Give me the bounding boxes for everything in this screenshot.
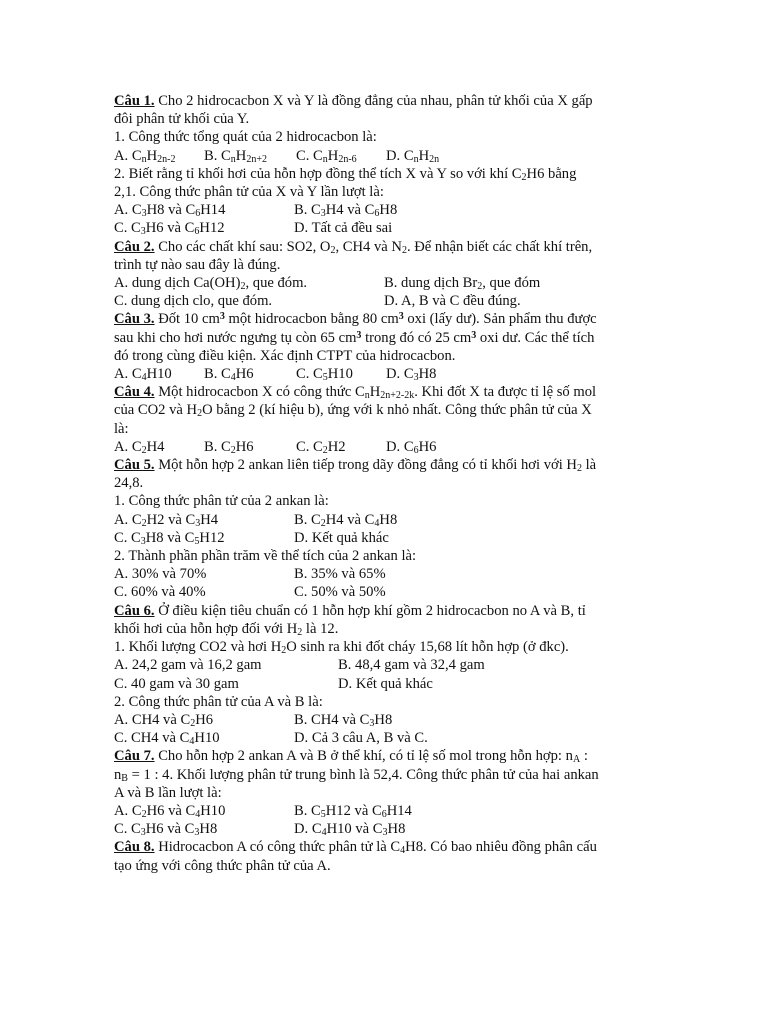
- q3-option-d: D. $C_3H8$: [386, 366, 437, 384]
- q2-option-b: B. dung dịch $Br_2$, que đóm: [384, 275, 541, 293]
- q4-text-b: của CO2 và $H_2O$ bằng 2 (kí hiệu b), ứng với k nhỏ nhất. Công thức phân tử của X: [114, 402, 592, 420]
- q8-text-a: Hidrocacbon A có công thức phân tử là $C_4H8$. Có bao nhiêu đồng phân cấu: [158, 839, 597, 857]
- q1-p2-option-d: D. Tất cả đều sai: [294, 220, 393, 237]
- q1-p2-option-a: A. $C_3H8$ và $C_6H14$: [114, 202, 226, 220]
- q2-option-c: C. dung dịch clo, que đóm.: [114, 293, 273, 310]
- q4-option-b: B. $C_2H6$: [204, 438, 254, 456]
- q5-text-a: Một hỗn hợp 2 ankan liên tiếp trong dãy đồng đẳng có tỉ khối hơi với $H_2$ là: [158, 457, 597, 475]
- q5-p1-option-c: C. $C_3H8$ và $C_5H12$: [114, 529, 225, 547]
- q2-option-d: D. A, B và C đều đúng.: [384, 293, 521, 310]
- q4-options: [114, 438, 659, 456]
- q5-p2-option-c: C. 60% và 40%: [114, 584, 206, 601]
- q5-p1-option-b: B. $C_2H4$ và $C_4H8$: [294, 511, 398, 529]
- q5-heading: Câu 5.: [114, 457, 155, 474]
- q5-p1-option-a: A. $C_2H2$ và $C_3H4$: [114, 511, 219, 529]
- q1-part1-prompt: 1. Công thức tổng quát của 2 hidrocacbon là:: [114, 129, 377, 146]
- q4-text-c: là:: [114, 420, 129, 437]
- q5-p2-option-a: A. 30% và 70%: [114, 566, 207, 583]
- q4-heading: Câu 4.: [114, 384, 155, 401]
- q5-p1-option-d: D. Kết quả khác: [294, 529, 389, 546]
- q7-line-1: [114, 747, 659, 765]
- q7-options-row2: [114, 820, 659, 838]
- q6-p2-option-c: C. CH4 và $C_4H10$: [114, 730, 220, 748]
- q6-p1-options-row2: [114, 675, 659, 693]
- q8-text-b: tạo ứng với công thức phân tử của A.: [114, 857, 331, 874]
- q4-option-a: A. $C_2H4$: [114, 438, 165, 456]
- q2-option-a: A. dung dịch $Ca(OH)_2$, que đóm.: [114, 275, 308, 293]
- q2-options-row2: [114, 292, 659, 310]
- q3-line-1: [114, 310, 659, 328]
- q7-option-d: D. $C_4H10$ và $C_3H8$: [294, 821, 406, 839]
- q6-p2-options-row1: [114, 711, 659, 729]
- q2-text-a: Cho các chất khí sau: SO2, $O_2$, CH4 và $N_2$. Để nhận biết các chất khí trên,: [158, 238, 593, 256]
- q1-part1-options: [114, 147, 659, 165]
- q1-p2-options-row1: [114, 201, 659, 219]
- q5-text-b: 24,8.: [114, 475, 144, 492]
- q4-option-c: C. $C_2H2$: [296, 438, 346, 456]
- q6-text-a: Ở điều kiện tiêu chuẩn có 1 hỗn hợp khí gồm 2 hidrocacbon no A và B, tỉ: [158, 602, 586, 619]
- q6-line-1: [114, 602, 659, 620]
- q3-option-c: C. $C_5H10$: [296, 366, 353, 384]
- q8-line-1: [114, 838, 659, 856]
- q2-text-b: trình tự nào sau đây là đúng.: [114, 256, 281, 273]
- q5-part1-prompt: 1. Công thức phân tử của 2 ankan là:: [114, 493, 329, 510]
- q4-text-a: Một hidrocacbon X có công thức $C_nH_{2n+2-2k}$. Khi đốt X ta được tỉ lệ số mol: [158, 384, 597, 402]
- q3-option-a: A. $C_4H10$: [114, 366, 172, 384]
- q7-option-c: C. $C_3H6$ và $C_3H8$: [114, 821, 218, 839]
- q1-p1-option-c: C. $C_nH_{2n-6}$: [296, 147, 357, 165]
- q5-p2-option-b: B. 35% và 65%: [294, 566, 386, 583]
- q6-p1-option-d: D. Kết quả khác: [338, 675, 433, 692]
- q8-heading: Câu 8.: [114, 839, 155, 856]
- q7-text-c: A và B lần lượt là:: [114, 784, 222, 801]
- q3-heading: Câu 3.: [114, 311, 155, 328]
- q2-heading: Câu 2.: [114, 238, 155, 255]
- q1-text-a: Cho 2 hidrocacbon X và Y là đồng đẳng của nhau, phân tử khối của X gấp: [158, 93, 593, 109]
- q3-text-a: Đốt 10 $cm^3$ một hidrocacbon bằng 80 $cm^3$ oxi (lấy dư). Sản phẩm thu được: [158, 311, 597, 328]
- q1-text-b: đôi phân tử khối của Y.: [114, 111, 250, 128]
- q6-part2-prompt: 2. Công thức phân tử của A và B là:: [114, 693, 323, 710]
- q6-part1-prompt: 1. Khối lượng CO2 và hơi $H_2O$ sinh ra khi đốt cháy 15,68 lít hỗn hợp (ở đkc).: [114, 639, 569, 657]
- q3-text-c: đó trong cùng điều kiện. Xác định CTPT của hidrocacbon.: [114, 347, 456, 364]
- q1-part2-prompt-b: 2,1. Công thức phân tử của X và Y lần lượt là:: [114, 184, 384, 201]
- q5-p2-options-row2: [114, 583, 659, 601]
- q5-line-1: [114, 456, 659, 474]
- q5-p1-options-row1: [114, 511, 659, 529]
- q2-line-1: [114, 238, 659, 256]
- q5-p2-options-row1: [114, 565, 659, 583]
- q6-p2-option-d: D. Cả 3 câu A, B và C.: [294, 730, 428, 747]
- q6-p1-option-c: C. 40 gam và 30 gam: [114, 675, 239, 692]
- q1-p2-option-c: C. $C_3H6$ và $C_6H12$: [114, 220, 225, 238]
- q1-heading: Câu 1.: [114, 93, 155, 109]
- q5-p2-option-d: C. 50% và 50%: [294, 584, 386, 601]
- q7-text-a: Cho hỗn hợp 2 ankan A và B ở thể khí, có tỉ lệ số mol trong hỗn hợp: $n_A$ :: [158, 748, 588, 766]
- q7-text-b: $n_B = 1$ : 4. Khối lượng phân tử trung bình là 52,4. Công thức phân tử của hai ankan: [114, 766, 599, 784]
- q7-option-a: A. $C_2H6$ và $C_4H10$: [114, 802, 226, 820]
- q5-p1-options-row2: [114, 529, 659, 547]
- q4-option-d: D. $C_6H6$: [386, 438, 437, 456]
- q5-part2-prompt: 2. Thành phần phần trăm về thể tích của 2 ankan là:: [114, 548, 417, 565]
- q1-p1-option-b: B. $C_nH_{2n+2}$: [204, 147, 267, 165]
- q6-p1-option-b: B. 48,4 gam và 32,4 gam: [338, 657, 485, 674]
- q6-p2-options-row2: [114, 729, 659, 747]
- q1-p1-option-d: D. $C_nH_{2n}$: [386, 147, 440, 165]
- q1-line-1: [114, 92, 659, 110]
- q6-p2-option-a: A. CH4 và $C_2H6$: [114, 711, 214, 729]
- q6-heading: Câu 6.: [114, 602, 155, 619]
- exam-document: [114, 92, 659, 875]
- q1-p2-options-row2: [114, 219, 659, 237]
- q7-heading: Câu 7.: [114, 748, 155, 765]
- q1-p2-option-b: B. $C_3H4$ và $C_6H8$: [294, 202, 398, 220]
- q1-p1-option-a: A. $C_nH_{2n-2}$: [114, 147, 176, 165]
- q1-part2-prompt-a: 2. Biết rằng tỉ khối hơi của hỗn hợp đồng thể tích X và Y so với khí $C_2H6$ bằng: [114, 165, 577, 183]
- q6-p2-option-b: B. CH4 và $C_3H8$: [294, 711, 393, 729]
- q6-p1-option-a: A. 24,2 gam và 16,2 gam: [114, 657, 262, 674]
- q3-options: [114, 365, 659, 383]
- q4-line-1: [114, 383, 659, 401]
- q6-p1-options-row1: [114, 656, 659, 674]
- q6-text-b: khối hơi của hỗn hợp đối với $H_2$ là 12.: [114, 620, 339, 638]
- q7-options-row1: [114, 802, 659, 820]
- q3-text-b: sau khi cho hơi nước ngưng tụ còn 65 $cm^3$ trong đó có 25 $cm^3$ oxi dư. Các thể tích: [114, 329, 595, 346]
- q3-option-b: B. $C_4H6$: [204, 366, 254, 384]
- q7-option-b: B. $C_5H12$ và $C_6H14$: [294, 802, 412, 820]
- q2-options-row1: [114, 274, 659, 292]
